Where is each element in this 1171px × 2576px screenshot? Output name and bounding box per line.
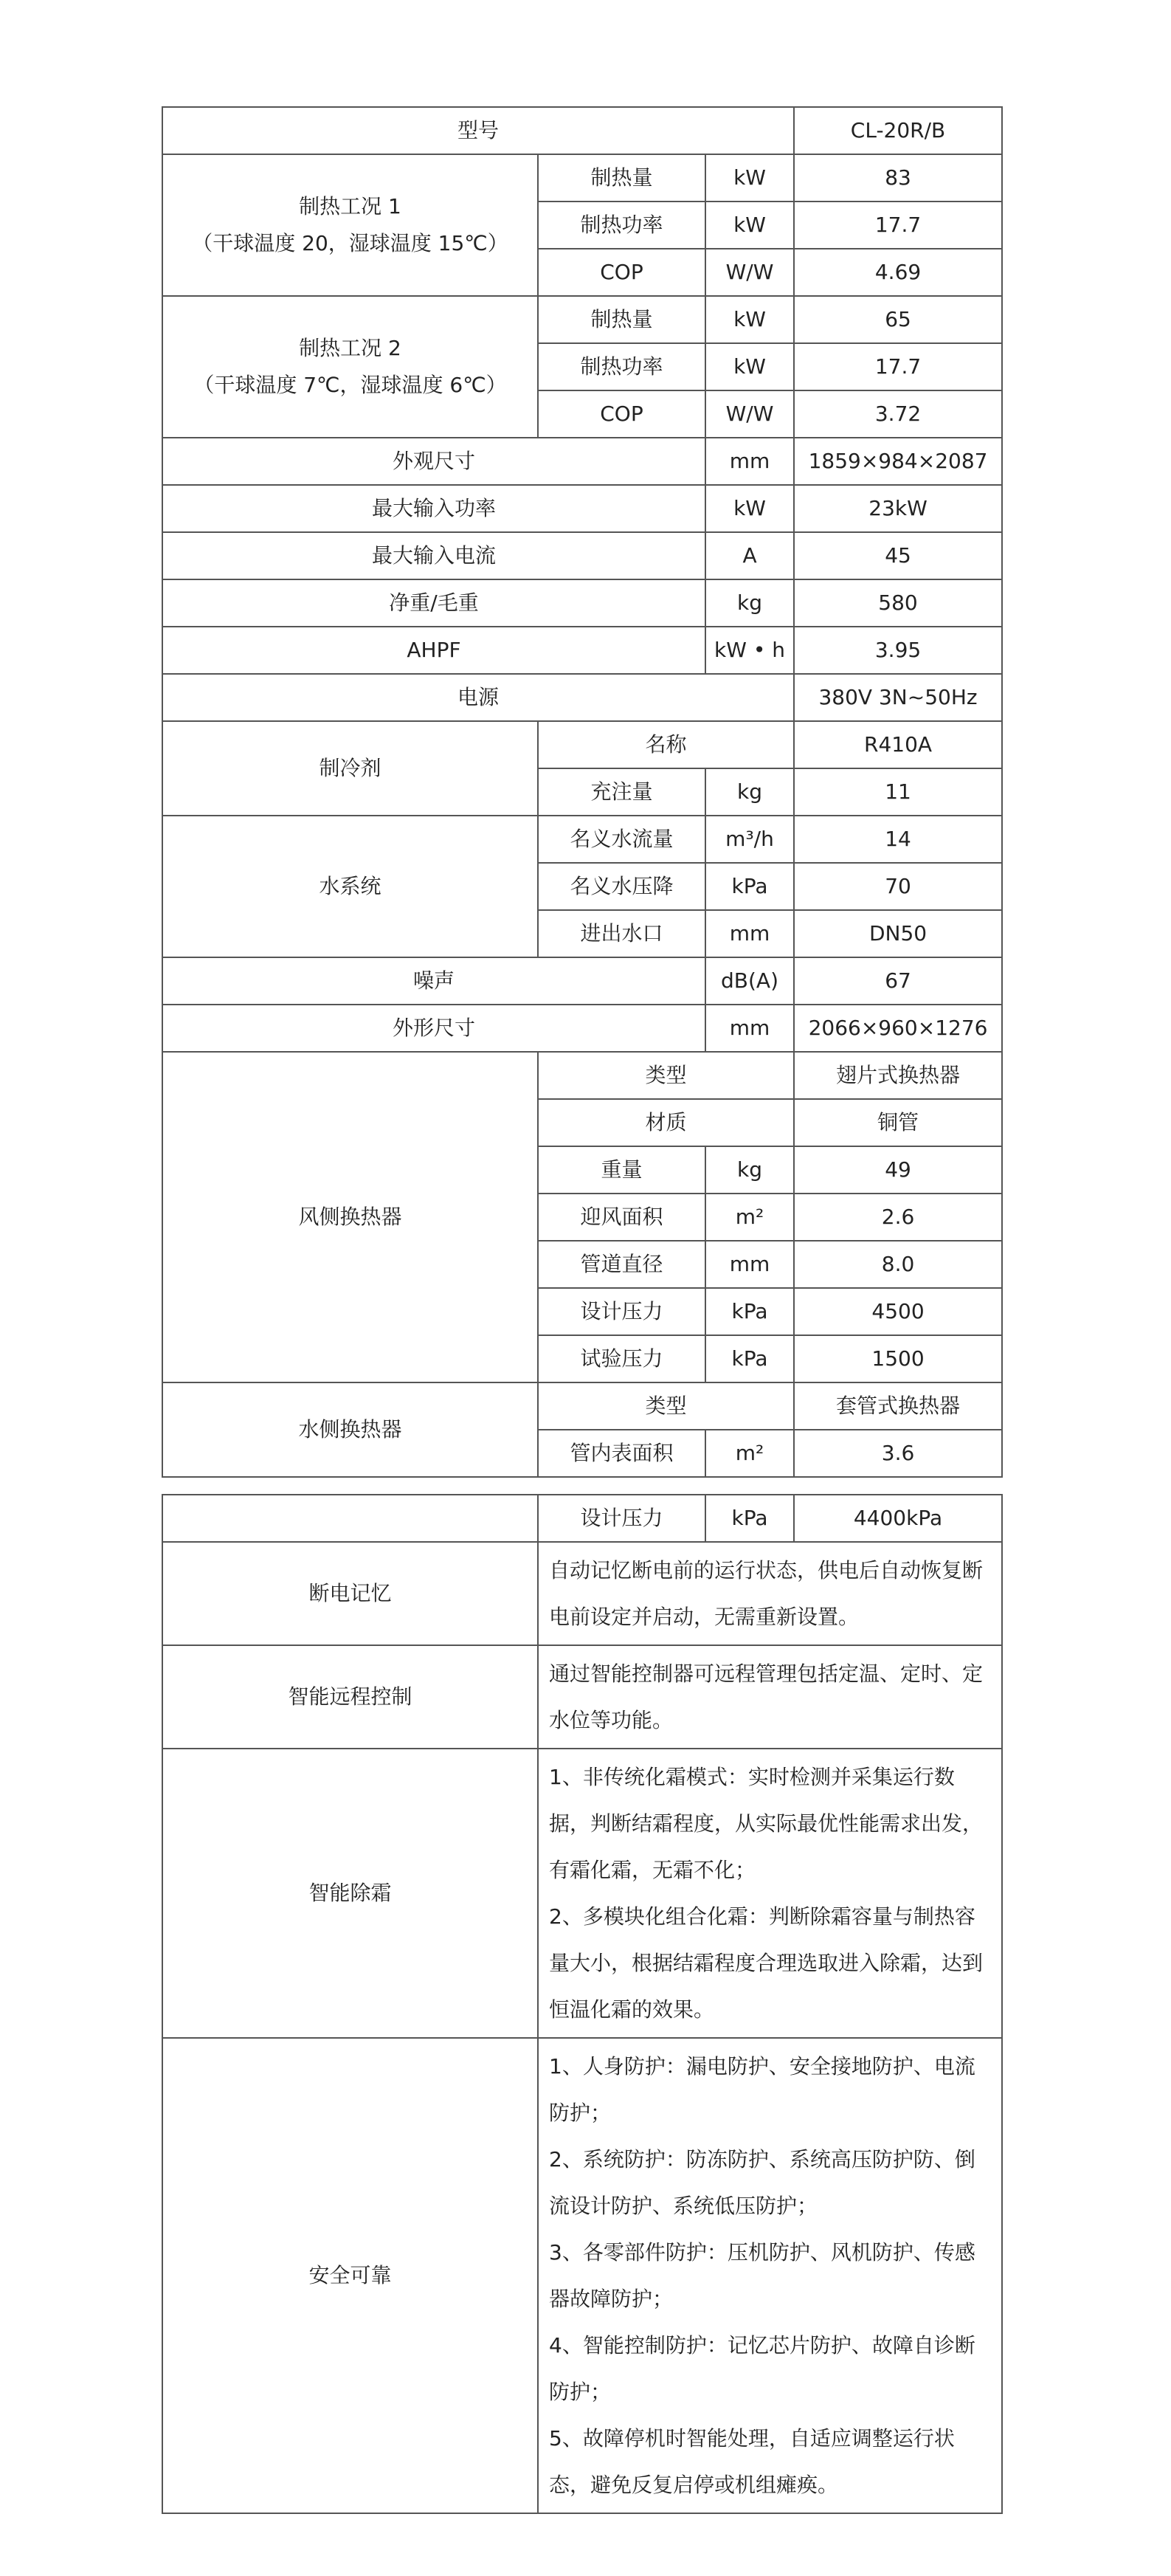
param-name: 制热功率 — [538, 343, 705, 390]
heating-condition-1-label — [162, 154, 538, 296]
param-value: DN50 — [794, 910, 1002, 957]
param-name: 制热量 — [538, 296, 705, 343]
table-row — [162, 1542, 1002, 1645]
remote-control-desc — [538, 1645, 1002, 1749]
refrigerant-name-value: R410A — [794, 721, 1002, 768]
param-unit: kW — [705, 296, 794, 343]
air-hx-label: 风侧换热器 — [162, 1052, 538, 1382]
ahpf-label: AHPF — [162, 627, 705, 674]
param-value: 1500 — [794, 1335, 1002, 1382]
outline-unit: mm — [705, 1005, 794, 1052]
water-hx-type-value: 套管式换热器 — [794, 1382, 1002, 1430]
safety-item: 5、故障停机时智能处理，自适应调整运行状态，避免反复启停或机组瘫痪。 — [549, 2426, 955, 2497]
defrost-label: 智能除霜 — [162, 1749, 538, 2038]
model-value: CL-20R/B — [794, 107, 1002, 154]
outline-value: 2066×960×1276 — [794, 1005, 1002, 1052]
safety-item: 1、人身防护：漏电防护、安全接地防护、电流防护； — [549, 2054, 975, 2125]
table-row — [162, 1645, 1002, 1749]
param-unit: kW — [705, 154, 794, 202]
spec-table — [162, 106, 1003, 1478]
param-unit: W/W — [705, 390, 794, 438]
defrost-desc — [538, 1749, 1002, 2038]
weight-label: 净重/毛重 — [162, 579, 705, 627]
defrost-item: 2、多模块化组合化霜：判断除霜容量与制热容量大小，根据结霜程度合理选取进入除霜，达到恒温化霜的效果。 — [549, 1904, 984, 2022]
weight-unit: kg — [705, 579, 794, 627]
noise-unit: dB(A) — [705, 957, 794, 1005]
heating-condition-2-title: 制热工况 2 — [299, 335, 401, 360]
param-value: 3.72 — [794, 390, 1002, 438]
safety-label: 安全可靠 — [162, 2038, 538, 2513]
table-row — [162, 627, 1002, 674]
param-value: 4.69 — [794, 249, 1002, 296]
refrigerant-name-label: 名称 — [538, 721, 794, 768]
param-value: 83 — [794, 154, 1002, 202]
heating-condition-2-subtitle: （干球温度 7℃，湿球温度 6℃） — [193, 373, 507, 397]
water-hx-area-value: 3.6 — [794, 1430, 1002, 1477]
max-power-label: 最大输入功率 — [162, 485, 705, 532]
air-hx-type-label: 类型 — [538, 1052, 794, 1099]
param-unit: mm — [705, 910, 794, 957]
param-name: COP — [538, 390, 705, 438]
param-unit: m³/h — [705, 816, 794, 863]
table-row — [162, 296, 1002, 343]
param-value: 70 — [794, 863, 1002, 910]
air-hx-material-value: 铜管 — [794, 1099, 1002, 1146]
desc-text: 自动记忆断电前的运行状态，供电后自动恢复断电前设定并启动，无需重新设置。 — [549, 1558, 984, 1629]
param-unit: kW — [705, 202, 794, 249]
param-name: 设计压力 — [538, 1288, 705, 1335]
remote-control-label: 智能远程控制 — [162, 1645, 538, 1749]
appearance-value: 1859×984×2087 — [794, 438, 1002, 485]
power-supply-label: 电源 — [162, 674, 794, 721]
weight-value: 580 — [794, 579, 1002, 627]
param-unit: W/W — [705, 249, 794, 296]
param-unit: kg — [705, 1146, 794, 1194]
param-value: 2.6 — [794, 1194, 1002, 1241]
appearance-unit: mm — [705, 438, 794, 485]
table-row — [162, 1495, 1002, 1542]
param-value: 8.0 — [794, 1241, 1002, 1288]
max-power-value: 23kW — [794, 485, 1002, 532]
max-power-unit: kW — [705, 485, 794, 532]
water-hx-area-unit: m² — [705, 1430, 794, 1477]
defrost-item: 1、非传统化霜模式：实时检测并采集运行数据，判断结霜程度，从实际最优性能需求出发，有霜化霜，无霜不化； — [549, 1765, 984, 1882]
design-pressure-label: 设计压力 — [538, 1495, 705, 1542]
refrigerant-charge-value: 11 — [794, 768, 1002, 816]
table-row — [162, 721, 1002, 768]
ahpf-value: 3.95 — [794, 627, 1002, 674]
safety-item: 4、智能控制防护：记忆芯片防护、故障自诊断防护； — [549, 2333, 975, 2404]
design-pressure-value: 4400kPa — [794, 1495, 1002, 1542]
refrigerant-charge-label: 充注量 — [538, 768, 705, 816]
table-row — [162, 485, 1002, 532]
water-hx-label: 水侧换热器 — [162, 1382, 538, 1477]
param-value: 4500 — [794, 1288, 1002, 1335]
param-value: 49 — [794, 1146, 1002, 1194]
param-name: COP — [538, 249, 705, 296]
table-row — [162, 438, 1002, 485]
refrigerant-label: 制冷剂 — [162, 721, 538, 816]
noise-label: 噪声 — [162, 957, 705, 1005]
max-current-label: 最大输入电流 — [162, 532, 705, 579]
air-hx-material-label: 材质 — [538, 1099, 794, 1146]
water-system-label: 水系统 — [162, 816, 538, 957]
power-memory-desc — [538, 1542, 1002, 1645]
safety-item: 2、系统防护：防冻防护、系统高压防护防、倒流设计防护、系统低压防护； — [549, 2147, 975, 2218]
table-row — [162, 532, 1002, 579]
refrigerant-charge-unit: kg — [705, 768, 794, 816]
desc-text: 通过智能控制器可远程管理包括定温、定时、定水位等功能。 — [549, 1661, 984, 1732]
param-name: 重量 — [538, 1146, 705, 1194]
empty-cell — [162, 1495, 538, 1542]
param-name: 名义水流量 — [538, 816, 705, 863]
param-name: 制热量 — [538, 154, 705, 202]
table-row — [162, 1382, 1002, 1430]
model-label: 型号 — [162, 107, 794, 154]
table-row — [162, 957, 1002, 1005]
param-name: 试验压力 — [538, 1335, 705, 1382]
heating-condition-1-title: 制热工况 1 — [299, 193, 401, 218]
table-row — [162, 579, 1002, 627]
param-name: 迎风面积 — [538, 1194, 705, 1241]
param-unit: kW — [705, 343, 794, 390]
safety-desc — [538, 2038, 1002, 2513]
outline-label: 外形尺寸 — [162, 1005, 705, 1052]
safety-item: 3、各零部件防护：压机防护、风机防护、传感器故障防护； — [549, 2240, 975, 2311]
max-current-unit: A — [705, 532, 794, 579]
table-row — [162, 1005, 1002, 1052]
air-hx-type-value: 翅片式换热器 — [794, 1052, 1002, 1099]
param-name: 进出水口 — [538, 910, 705, 957]
param-value: 17.7 — [794, 202, 1002, 249]
param-unit: m² — [705, 1194, 794, 1241]
param-name: 管道直径 — [538, 1241, 705, 1288]
table-row — [162, 816, 1002, 863]
param-name: 制热功率 — [538, 202, 705, 249]
param-name: 名义水压降 — [538, 863, 705, 910]
param-unit: mm — [705, 1241, 794, 1288]
heating-condition-1-subtitle: （干球温度 20，湿球温度 15℃） — [192, 231, 508, 255]
table-row — [162, 154, 1002, 202]
noise-value: 67 — [794, 957, 1002, 1005]
param-unit: kPa — [705, 1335, 794, 1382]
appearance-label: 外观尺寸 — [162, 438, 705, 485]
ahpf-unit: kW • h — [705, 627, 794, 674]
param-value: 17.7 — [794, 343, 1002, 390]
param-unit: kPa — [705, 863, 794, 910]
table-row — [162, 674, 1002, 721]
table-row — [162, 2038, 1002, 2513]
water-hx-area-label: 管内表面积 — [538, 1430, 705, 1477]
water-hx-type-label: 类型 — [538, 1382, 794, 1430]
max-current-value: 45 — [794, 532, 1002, 579]
table-row — [162, 107, 1002, 154]
design-pressure-unit: kPa — [705, 1495, 794, 1542]
heating-condition-2-label — [162, 296, 538, 438]
table-row — [162, 1052, 1002, 1099]
power-supply-value: 380V 3N~50Hz — [794, 674, 1002, 721]
power-memory-label: 断电记忆 — [162, 1542, 538, 1645]
param-unit: kPa — [705, 1288, 794, 1335]
param-value: 14 — [794, 816, 1002, 863]
table-row — [162, 1749, 1002, 2038]
feature-table — [162, 1494, 1003, 2514]
param-value: 65 — [794, 296, 1002, 343]
